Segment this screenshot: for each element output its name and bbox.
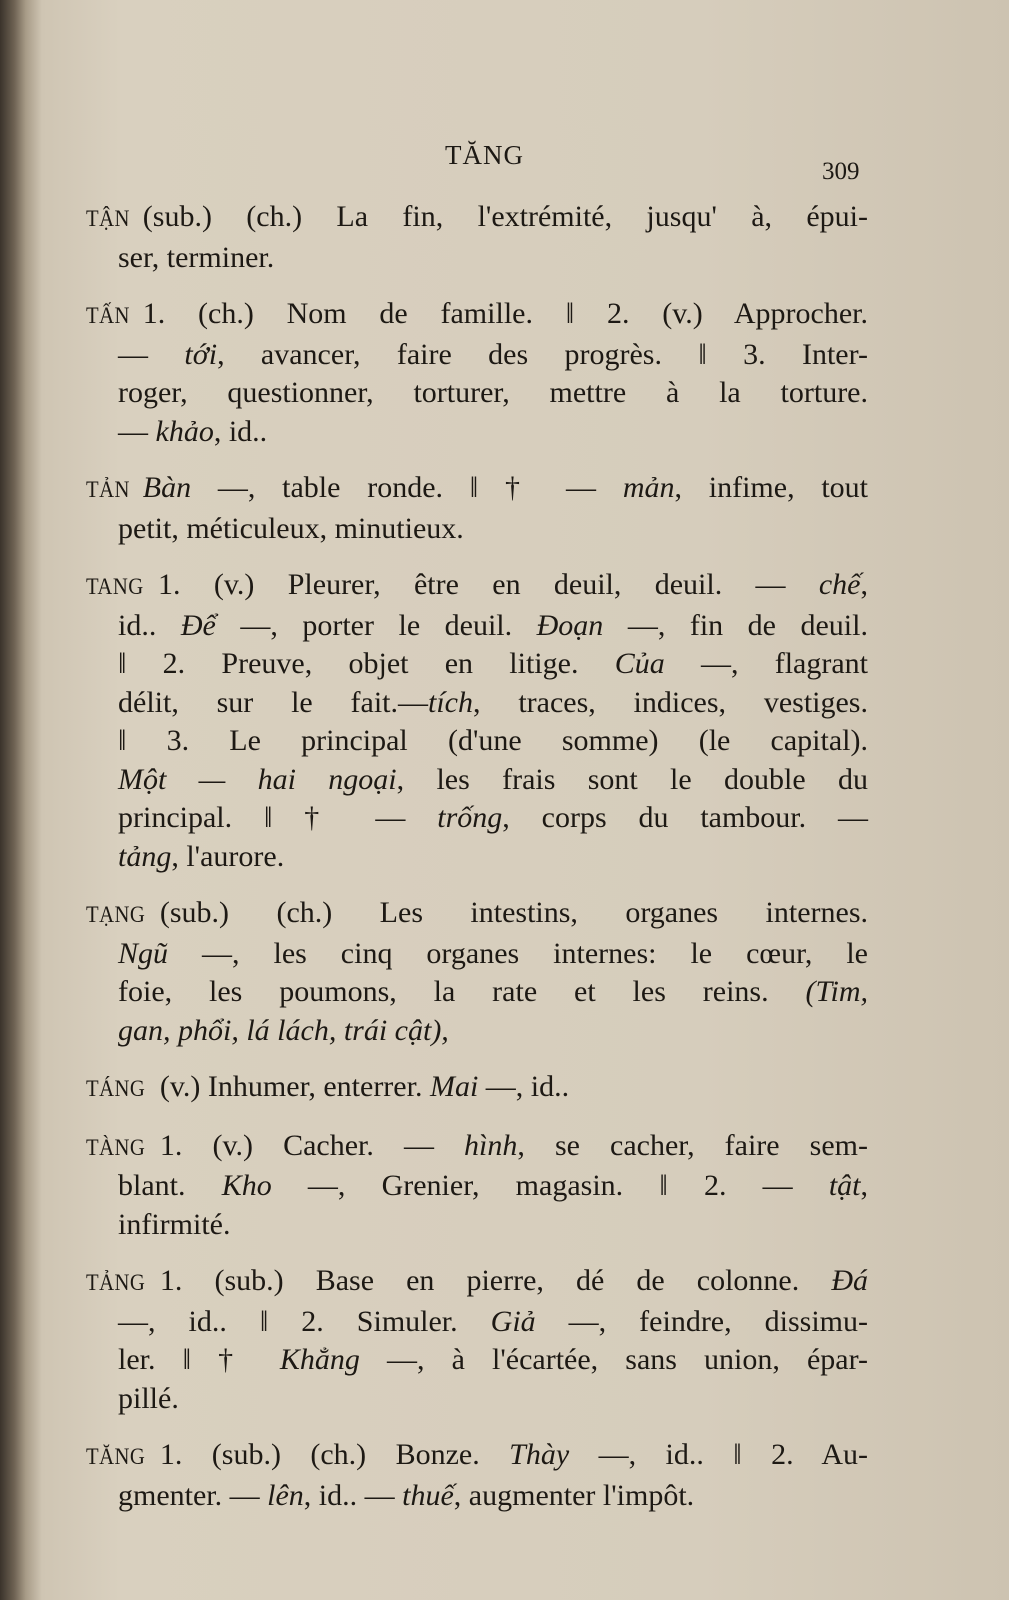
vietnamese-term: trống bbox=[437, 801, 503, 834]
definition-text: délit, sur le fait.— bbox=[118, 685, 429, 719]
definition-text: , augmenter l'impôt. bbox=[453, 1478, 695, 1512]
definition-text: infirmité. bbox=[118, 1207, 231, 1241]
headword: TĂNG bbox=[86, 1444, 146, 1469]
definition-text: pillé. bbox=[118, 1381, 179, 1415]
headword: TẬN bbox=[86, 206, 130, 231]
definition-text: , id.. — bbox=[303, 1478, 403, 1512]
definition-text: petit, méticuleux, minutieux. bbox=[118, 511, 464, 545]
definition-text: , corps du tambour. — bbox=[502, 801, 868, 834]
entry-line bbox=[86, 1167, 868, 1206]
dictionary-entry bbox=[86, 894, 868, 1050]
definition-text: —, feindre, dissimu- bbox=[535, 1304, 868, 1338]
vietnamese-term: Khẳng bbox=[279, 1343, 360, 1376]
definition-text: (sub.) (ch.) Les intestins, organes internes. bbox=[159, 896, 868, 929]
dictionary-entry bbox=[86, 198, 868, 277]
definition-text: —, à l'écartée, sans union, épar- bbox=[359, 1343, 868, 1376]
entry-line bbox=[86, 1477, 868, 1516]
vietnamese-term: chế bbox=[818, 568, 861, 601]
entry-line bbox=[86, 973, 868, 1012]
definition-text: —, porter le deuil. bbox=[215, 608, 537, 642]
headword: TANG bbox=[86, 574, 144, 599]
entry-line bbox=[86, 510, 868, 549]
definition-text: ser, terminer. bbox=[118, 240, 275, 274]
definition-text: , l'aurore. bbox=[171, 839, 285, 873]
dictionary-entry bbox=[86, 295, 868, 451]
entry-line bbox=[86, 1127, 868, 1168]
entry-line bbox=[86, 838, 868, 877]
vietnamese-term: Một — hai ngoại bbox=[118, 762, 397, 796]
definition-text: roger, questionner, torturer, mettre à la torture. bbox=[118, 376, 868, 409]
headword: TẤN bbox=[86, 303, 130, 328]
definition-text: , se cacher, faire sem- bbox=[517, 1128, 868, 1162]
vietnamese-term: Ngũ bbox=[118, 936, 169, 970]
entry-line bbox=[86, 469, 868, 510]
vietnamese-term: (Tim, bbox=[805, 975, 868, 1008]
entry-line bbox=[86, 761, 868, 800]
vietnamese-term: tới bbox=[184, 337, 218, 371]
vietnamese-term: Đá bbox=[831, 1264, 868, 1297]
entry-line bbox=[86, 607, 868, 646]
definition-text: —, id.. ‖ 2. Au- bbox=[569, 1438, 868, 1471]
dictionary-entry bbox=[86, 566, 868, 876]
headword: TÀNG bbox=[86, 1134, 146, 1160]
definition-text: 1. (v.) Pleurer, être en deuil, deuil. — bbox=[158, 568, 819, 601]
vietnamese-term: hình bbox=[464, 1128, 518, 1162]
vietnamese-term: Kho bbox=[221, 1169, 272, 1202]
vietnamese-term: Bàn bbox=[142, 471, 192, 504]
definition-text: 1. (ch.) Nom de famille. ‖ 2. (v.) Approcher. bbox=[142, 297, 868, 330]
vietnamese-term: thuế bbox=[402, 1478, 454, 1512]
vietnamese-term: mản bbox=[622, 471, 675, 504]
vietnamese-term: Đoạn bbox=[536, 608, 604, 642]
entry-line bbox=[86, 413, 868, 452]
vietnamese-term: tích bbox=[428, 685, 474, 719]
entry-line bbox=[86, 1262, 868, 1303]
definition-text: ler. ‖ † bbox=[118, 1343, 280, 1376]
dictionary-entry bbox=[86, 1127, 868, 1245]
entry-line bbox=[86, 239, 868, 278]
entry-line bbox=[86, 374, 868, 413]
definition-text: ‖ 2. Preuve, objet en litige. bbox=[118, 647, 615, 680]
vietnamese-term: Của bbox=[614, 647, 665, 680]
entry-line bbox=[86, 1068, 868, 1109]
entry-line bbox=[86, 1436, 868, 1477]
definition-text: ‖ 3. Le principal (d'une somme) (le capital). bbox=[118, 724, 868, 757]
entry-line bbox=[86, 295, 868, 336]
vietnamese-term: tảng bbox=[118, 839, 172, 873]
vietnamese-term: khảo bbox=[155, 414, 214, 448]
entry-line bbox=[86, 336, 868, 375]
dictionary-entry bbox=[86, 469, 868, 548]
vietnamese-term: lên bbox=[267, 1478, 304, 1512]
vietnamese-term: Để bbox=[180, 608, 216, 642]
dictionary-entry bbox=[86, 1436, 868, 1515]
entry-line bbox=[86, 1341, 868, 1380]
definition-text: —, les cinq organes internes: le cœur, le bbox=[168, 936, 868, 970]
running-head: TĂNG bbox=[445, 140, 524, 170]
definition-text: 1. (v.) Cacher. — bbox=[159, 1128, 465, 1162]
definition-text: —, Grenier, magasin. ‖ 2. — bbox=[271, 1169, 829, 1202]
vietnamese-term: Giả bbox=[490, 1304, 536, 1338]
definition-text: —, fin de deuil. bbox=[603, 608, 868, 642]
headword: TÁNG bbox=[86, 1076, 146, 1101]
entry-line bbox=[86, 935, 868, 974]
definition-text: id.. bbox=[118, 608, 181, 642]
entry-line bbox=[86, 894, 868, 935]
vietnamese-term: Thày bbox=[509, 1438, 570, 1471]
page-number: 309 bbox=[822, 158, 860, 185]
entry-line bbox=[86, 1012, 868, 1051]
headword: TẢN bbox=[86, 477, 130, 502]
dictionary-entry bbox=[86, 1262, 868, 1418]
definition-text: 1. (sub.) (ch.) Bonze. bbox=[159, 1438, 510, 1471]
dictionary-entries bbox=[86, 198, 868, 1533]
entry-line bbox=[86, 1206, 868, 1245]
definition-text: , infime, tout bbox=[674, 471, 869, 504]
definition-text: (v.) Inhumer, enterrer. bbox=[159, 1070, 430, 1103]
definition-text: 1. (sub.) Base en pierre, dé de colonne. bbox=[159, 1264, 832, 1297]
headword: TẠNG bbox=[86, 902, 146, 927]
definition-text: — bbox=[118, 414, 156, 448]
entry-line bbox=[86, 198, 868, 239]
definition-text: —, flagrant bbox=[664, 647, 869, 680]
entry-line bbox=[86, 566, 868, 607]
entry-line bbox=[86, 684, 868, 723]
definition-text: , id.. bbox=[213, 414, 268, 448]
definition-text: —, id.. bbox=[478, 1070, 570, 1103]
definition-text: (sub.) (ch.) La fin, l'extrémité, jusqu' à, épui- bbox=[142, 200, 868, 233]
vietnamese-term: tật bbox=[828, 1169, 861, 1202]
definition-text: gmenter. — bbox=[118, 1478, 268, 1512]
definition-text: , les frais sont le double du bbox=[396, 762, 868, 796]
entry-line bbox=[86, 722, 868, 761]
vietnamese-term: gan, phổi, lá lách, trái cật), bbox=[118, 1013, 449, 1047]
headword: TẢNG bbox=[86, 1270, 146, 1295]
definition-text: —, id.. ‖ 2. Simuler. bbox=[118, 1304, 491, 1338]
entry-line bbox=[86, 1380, 868, 1419]
definition-text: blant. bbox=[118, 1169, 222, 1202]
definition-text: foie, les poumons, la rate et les reins. bbox=[118, 975, 806, 1008]
entry-line bbox=[86, 645, 868, 684]
definition-text: , avancer, faire des progrès. ‖ 3. Inter- bbox=[217, 337, 869, 371]
vietnamese-term: Mai bbox=[429, 1070, 479, 1103]
definition-text: — bbox=[118, 337, 185, 371]
definition-text: —, table ronde. ‖ † — bbox=[191, 471, 623, 504]
dictionary-entry bbox=[86, 1068, 868, 1109]
definition-text: , bbox=[860, 568, 868, 601]
definition-text: , traces, indices, vestiges. bbox=[473, 685, 868, 719]
entry-line bbox=[86, 1303, 868, 1342]
definition-text: , bbox=[860, 1169, 868, 1202]
definition-text: principal. ‖ † — bbox=[118, 801, 438, 834]
entry-line bbox=[86, 799, 868, 838]
